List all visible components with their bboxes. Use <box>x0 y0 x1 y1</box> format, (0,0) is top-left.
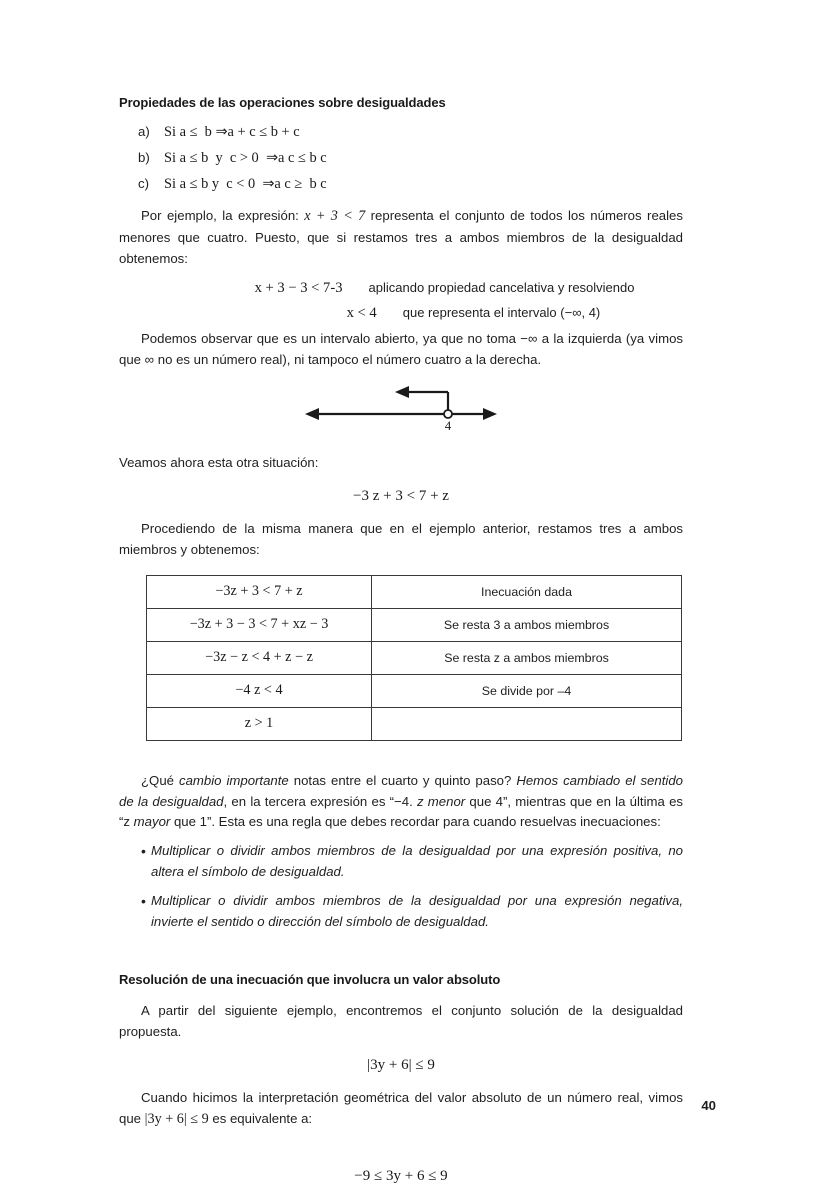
equation-math: x + 3 − 3 < 7-3 <box>254 280 343 297</box>
rules-bullet-list <box>119 841 683 932</box>
list-item <box>119 150 683 167</box>
property-expression: Si a ≤ b ⇒a + c ≤ b + c <box>164 124 300 141</box>
emphasis-text: z menor <box>416 793 466 809</box>
paragraph-procediendo: Procediendo de la misma manera que en el ejemplo anterior, restamos tres a ambos miembros y obtenemos: <box>119 520 683 557</box>
paragraph-text-part: que 4”, mientras que en la última es “z <box>119 793 683 830</box>
table-cell-math: −4 z < 4 <box>147 674 372 707</box>
bullet-dot-icon: • <box>141 843 146 860</box>
paragraph-cuando-hicimos <box>119 1088 683 1131</box>
equation-math: x < 4 <box>346 305 377 322</box>
properties-list <box>119 124 683 193</box>
emphasis-text: cambio importante <box>178 772 289 788</box>
paragraph-text-part: es equivalente a: <box>208 1111 313 1127</box>
paragraph-text-part: Por ejemplo, la expresión: <box>141 208 305 224</box>
paragraph-veamos-ahora: Veamos ahora esta otra situación: <box>119 455 319 471</box>
paragraph-text-part: notas entre el cuarto y quinto paso? <box>288 772 517 788</box>
left-arrowhead-icon <box>305 408 319 420</box>
steps-table <box>146 575 682 741</box>
list-item <box>119 841 683 882</box>
inline-math: x + 3 < 7 <box>304 208 366 225</box>
equation-note: aplicando propiedad cancelativa y resolviendo <box>368 280 635 296</box>
list-marker: c) <box>138 176 149 192</box>
paragraph-text-part: que 1”. Esta es una regla que debes recordar para cuando resuelvas inecuaciones: <box>170 814 661 830</box>
table-cell-math: −3z + 3 < 7 + z <box>147 575 372 608</box>
solution-arrowhead-icon <box>395 386 409 398</box>
section-heading-resolucion: Resolución de una inecuación que involucra un valor absoluto <box>119 971 501 987</box>
emphasis-text: mayor <box>133 814 171 830</box>
table-row <box>147 674 682 707</box>
table-cell-desc: Inecuación dada <box>372 575 682 608</box>
page-content <box>119 95 683 1199</box>
table-cell-desc: Se resta 3 a ambos miembros <box>372 608 682 641</box>
list-marker: a) <box>138 124 150 140</box>
table-cell-math: −3z − z < 4 + z − z <box>147 641 372 674</box>
paragraph-intervalo-abierto: Podemos observar que es un intervalo abierto, ya que no toma −∞ a la izquierda (ya vimos que ∞ no es un número real), ni tampoco el número cuatro a la derecha. <box>119 331 683 368</box>
equation-row <box>119 304 683 322</box>
property-expression: Si a ≤ b y c > 0 ⇒a c ≤ b c <box>164 150 327 167</box>
table-row <box>147 575 682 608</box>
property-expression: Si a ≤ b y c < 0 ⇒a c ≥ b c <box>164 176 327 193</box>
figure-number-line <box>119 384 683 437</box>
equation-row <box>119 279 683 297</box>
table-cell-desc: Se divide por –4 <box>372 674 682 707</box>
inline-math: |3y + 6| ≤ 9 <box>144 1111 209 1128</box>
right-arrowhead-icon <box>483 408 497 420</box>
list-marker: b) <box>138 150 150 166</box>
table-row <box>147 608 682 641</box>
table-cell-desc <box>372 707 682 740</box>
paragraph-text-part: ¿Qué <box>141 772 179 788</box>
emphasis-text: Hemos cambiado el sentido de la desigualdad <box>119 772 683 809</box>
paragraph-text-part: representa el conjunto de todos los números reales menores que cuatro. Puesto, que si restamos tres a ambos miembros de la desigualdad obtenemos: <box>119 208 683 266</box>
equation-note: que representa el intervalo (−∞, 4) <box>402 305 601 321</box>
equation-abs-3y6: |3y + 6| ≤ 9 <box>367 1056 435 1073</box>
open-circle-marker <box>444 410 452 418</box>
paragraph-por-ejemplo <box>119 205 683 269</box>
page-number: 40 <box>701 1098 716 1113</box>
number-line-svg <box>301 384 501 432</box>
table-row <box>147 641 682 674</box>
table-cell-desc: Se resta z a ambos miembros <box>372 641 682 674</box>
bullet-dot-icon: • <box>141 893 146 910</box>
equation-block-cancelativa <box>119 279 683 322</box>
paragraph-a-partir: A partir del siguiente ejemplo, encontremos el conjunto solución de la desigualdad propuesta. <box>119 1002 683 1039</box>
bullet-text: Multiplicar o dividir ambos miembros de la desigualdad por una expresión negativa, invierte el sentido o dirección del símbolo de desigualdad. <box>151 893 683 930</box>
section-heading-propiedades: Propiedades de las operaciones sobre desigualdades <box>119 95 446 110</box>
point-label: 4 <box>444 418 452 434</box>
table-row <box>147 707 682 740</box>
list-item <box>119 176 683 193</box>
paragraph-que-cambio <box>119 771 683 834</box>
list-item <box>119 891 683 932</box>
list-item <box>119 124 683 141</box>
equation-minus3z: −3 z + 3 < 7 + z <box>353 487 449 504</box>
equation-compound-inequality: −9 ≤ 3y + 6 ≤ 9 <box>354 1167 448 1184</box>
paragraph-text-part: Cuando hicimos la interpretación geométrica del valor absoluto de un número real, vimos que <box>119 1089 683 1127</box>
paragraph-text-part: , en la tercera expresión es “−4. <box>223 793 417 809</box>
table-cell-math: z > 1 <box>147 707 372 740</box>
bullet-text: Multiplicar o dividir ambos miembros de la desigualdad por una expresión positiva, no altera el símbolo de desigualdad. <box>151 843 683 879</box>
table-cell-math: −3z + 3 − 3 < 7 + xz − 3 <box>147 608 372 641</box>
